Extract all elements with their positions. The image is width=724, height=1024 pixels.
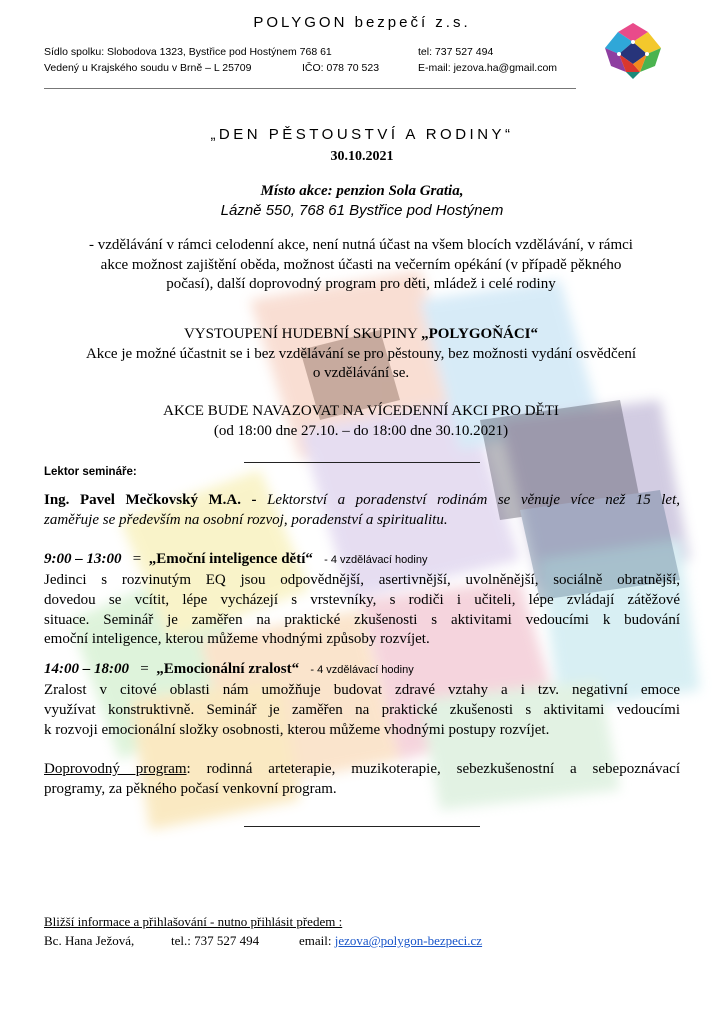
registered-address: Sídlo spolku: Slobodova 1323, Bystřice pod Hostýnem 768 61	[44, 46, 332, 58]
band-note-line: Akce je možné účastnit se i bez vzdělávání se pro pěstouny, bez možnosti vydání osvědčení	[85, 345, 637, 362]
description-line: počasí), další doprovodný program pro děti, mládež i celé rodiny	[166, 276, 556, 293]
session-description	[44, 681, 680, 740]
followup-dates: (od 18:00 dne 27.10. – do 18:00 dne 30.10.2021)	[213, 422, 509, 439]
session-title: „Emocionální zralost“	[156, 661, 300, 677]
lecturer-bio	[44, 491, 680, 531]
session-line: k rozvoji emocionální složky osobnosti, kterou můžeme vhodnými postupy rozvíjet.	[44, 721, 550, 738]
session-heading	[44, 551, 427, 568]
followup-announcement	[44, 402, 678, 441]
organization-name: POLYGON bezpečí z.s.	[253, 14, 471, 31]
band-announcement	[44, 325, 678, 384]
event-description	[44, 236, 678, 295]
session-line: Jedinci s rozvinutým EQ jsou odpovědnější, asertivnější, uvolněnější, sociálně obratnější,	[44, 572, 680, 588]
footer-info: Bližší informace a přihlašování - nutno přihlásit předem :	[44, 914, 343, 929]
description-line: akce možnost zajištění oběda, možnost účasti na večerním opékání (v případě pěkného	[100, 256, 622, 273]
followup-heading: AKCE BUDE NAVAZOVAT NA VÍCEDENNÍ AKCI PRO DĚTI	[163, 403, 559, 419]
court-registration: Vedený u Krajského soudu v Brně – L 25709	[44, 62, 252, 74]
session-equals: =	[140, 661, 149, 677]
lecturer-bio-text: Lektorství a poradenství rodinám se věnuje více než 15 let,	[267, 492, 681, 508]
event-address: Lázně 550, 768 61 Bystřice pod Hostýnem	[220, 202, 504, 219]
lecturer-bio-line-2	[44, 511, 680, 531]
session-line: Zralost v citové oblasti nám umožňuje budovat zdravé vztahy a i tzv. negativní emoce	[44, 682, 680, 698]
session-description	[44, 571, 680, 650]
session-line: dovedou se vcítit, lépe vycházejí s vrstevníky, s rodiči i učiteli, lépe zvládají zátěžové	[44, 591, 680, 608]
session-hours: - 4 vzdělávací hodiny	[324, 554, 428, 566]
session-hours: - 4 vzdělávací hodiny	[310, 664, 414, 676]
lecturer-bio-line-1	[44, 491, 680, 511]
session-line: emoční inteligence, kterou můžeme vhodnými způsoby rozvíjet.	[44, 631, 430, 648]
session-line: využívat konstruktivně. Seminář je zaměřen na praktické zkušenosti s aktivitami vedoucími	[44, 701, 680, 718]
accompanying-program	[44, 760, 680, 800]
contact-phone: tel.: 737 527 494	[171, 933, 260, 948]
email-link[interactable]: jezova@polygon-bezpeci.cz	[334, 933, 483, 948]
session-heading	[44, 661, 414, 678]
email-label: email:	[299, 933, 332, 948]
section-divider	[244, 462, 480, 463]
session-equals: =	[132, 551, 142, 567]
session-title: „Emoční inteligence dětí“	[148, 551, 313, 567]
company-id: IČO: 078 70 523	[302, 62, 380, 74]
program-label: Doprovodný program	[44, 761, 187, 777]
session-line: situace. Seminář je zaměřen na praktické zkušenosti s aktivitami vedoucími k budování	[44, 611, 680, 628]
program-text: : rodinná arteterapie, muzikoterapie, sebezkušenostní a sebepoznávací	[186, 761, 680, 777]
event-title: „DEN PĚSTOUSTVÍ A RODINY“	[210, 126, 514, 143]
colorful-polyhedron-logo-icon	[602, 20, 664, 82]
contact-email	[299, 933, 482, 949]
event-venue: Místo akce: penzion Sola Gratia,	[260, 183, 464, 199]
lecturer-heading: Lektor semináře:	[44, 466, 137, 478]
header-phone: tel: 737 527 494	[418, 46, 494, 58]
band-heading	[44, 325, 678, 345]
description-line: - vzdělávání v rámci celodenní akce, není nutná účast na všem blocích vzdělávání, v rámci	[89, 237, 633, 253]
band-note-line: o vzdělávání se.	[312, 365, 410, 382]
header-divider	[44, 88, 576, 89]
lecturer-bio-text: zaměřuje se především na osobní rozvoj, poradenství a spiritualitu.	[44, 511, 448, 528]
section-divider	[244, 826, 480, 827]
program-line-2: programy, za pěkného počasí venkovní program.	[44, 780, 337, 797]
program-line-1	[44, 760, 680, 780]
lecturer-name: Ing. Pavel Mečkovský M.A. -	[44, 492, 257, 508]
header-email: E-mail: jezova.ha@gmail.com	[418, 62, 558, 74]
event-date: 30.10.2021	[330, 149, 394, 164]
session-time: 9:00 – 13:00	[44, 551, 122, 567]
band-name: „POLYGOŇÁCI“	[421, 326, 539, 342]
session-time: 14:00 – 18:00	[44, 661, 129, 677]
contact-name: Bc. Hana Ježová,	[44, 933, 135, 948]
band-heading-prefix: VYSTOUPENÍ HUDEBNÍ SKUPINY	[183, 326, 422, 342]
